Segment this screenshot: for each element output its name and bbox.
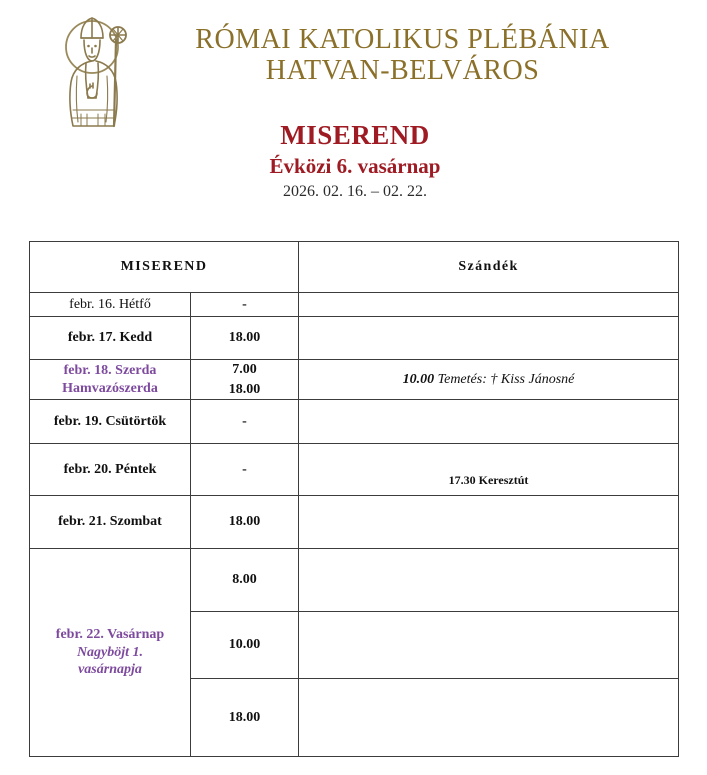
day-label-sunday-feast-line1: Nagyböjt 1. [76, 644, 144, 660]
mass-time-friday: - [191, 444, 299, 496]
masthead [0, 0, 707, 230]
table-row [30, 400, 679, 444]
mass-time-monday: - [191, 293, 299, 317]
table-row [30, 317, 679, 360]
parish-name-line1: RÓMAI KATOLIKUS PLÉBÁNIA [195, 24, 610, 55]
date-range: 2026. 02. 16. – 02. 22. [283, 183, 427, 201]
intent-cell-sunday-2 [299, 612, 679, 679]
column-header-intent: Szándék [299, 242, 679, 293]
day-label-saturday: febr. 21. Szombat [30, 496, 191, 549]
mass-schedule-table [29, 241, 679, 757]
intent-cell-wednesday [299, 360, 679, 400]
mass-time-wednesday-morning: 7.00 [232, 362, 257, 377]
table-row [30, 293, 679, 317]
intent-cell-sunday-1 [299, 549, 679, 612]
day-label-wednesday-feast: Hamvazószerda [62, 380, 158, 396]
intent-note-friday: 17.30 Keresztút [448, 473, 529, 488]
mass-time-thursday: - [191, 400, 299, 444]
mass-time-tuesday: 18.00 [191, 317, 299, 360]
intent-cell-saturday [299, 496, 679, 549]
day-label-sunday [30, 549, 191, 757]
day-label-sunday-feast-line2: vasárnapja [78, 662, 142, 678]
intent-cell-thursday [299, 400, 679, 444]
mass-time-sunday-2: 10.00 [191, 612, 299, 679]
intent-text-wednesday: Temetés: † Kiss Jánosné [437, 371, 575, 387]
day-label-wednesday [30, 360, 191, 400]
mass-time-sunday-1: 8.00 [191, 549, 299, 612]
mass-time-sunday-3: 18.00 [191, 679, 299, 757]
day-label-tuesday: febr. 17. Kedd [30, 317, 191, 360]
schedule-table-wrapper [29, 241, 678, 753]
table-row [30, 496, 679, 549]
day-label-wednesday-date: febr. 18. Szerda [63, 363, 157, 379]
mass-time-wednesday [191, 360, 299, 400]
day-label-thursday: febr. 19. Csütörtök [30, 400, 191, 444]
table-row [30, 444, 679, 496]
day-label-monday: febr. 16. Hétfő [30, 293, 191, 317]
intent-time-wednesday: 10.00 [402, 371, 438, 387]
day-label-sunday-date: febr. 22. Vasárnap [55, 627, 165, 643]
table-header-row [30, 242, 679, 293]
parish-name-line2: HATVAN-BELVÁROS [265, 55, 540, 87]
column-header-schedule: MISEREND [30, 242, 299, 293]
mass-time-wednesday-evening: 18.00 [228, 381, 261, 397]
schedule-title-block [150, 120, 560, 203]
liturgical-subtitle: Évközi 6. vasárnap [269, 154, 441, 179]
day-label-friday: febr. 20. Péntek [30, 444, 191, 496]
mass-time-saturday: 18.00 [191, 496, 299, 549]
intent-cell-tuesday [299, 317, 679, 360]
intent-cell-friday [299, 444, 679, 496]
table-row [30, 549, 679, 612]
page-title: MISEREND [280, 120, 430, 150]
intent-cell-monday [299, 293, 679, 317]
intent-cell-sunday-3 [299, 679, 679, 757]
table-row [30, 360, 679, 400]
parish-title-block [130, 24, 675, 87]
